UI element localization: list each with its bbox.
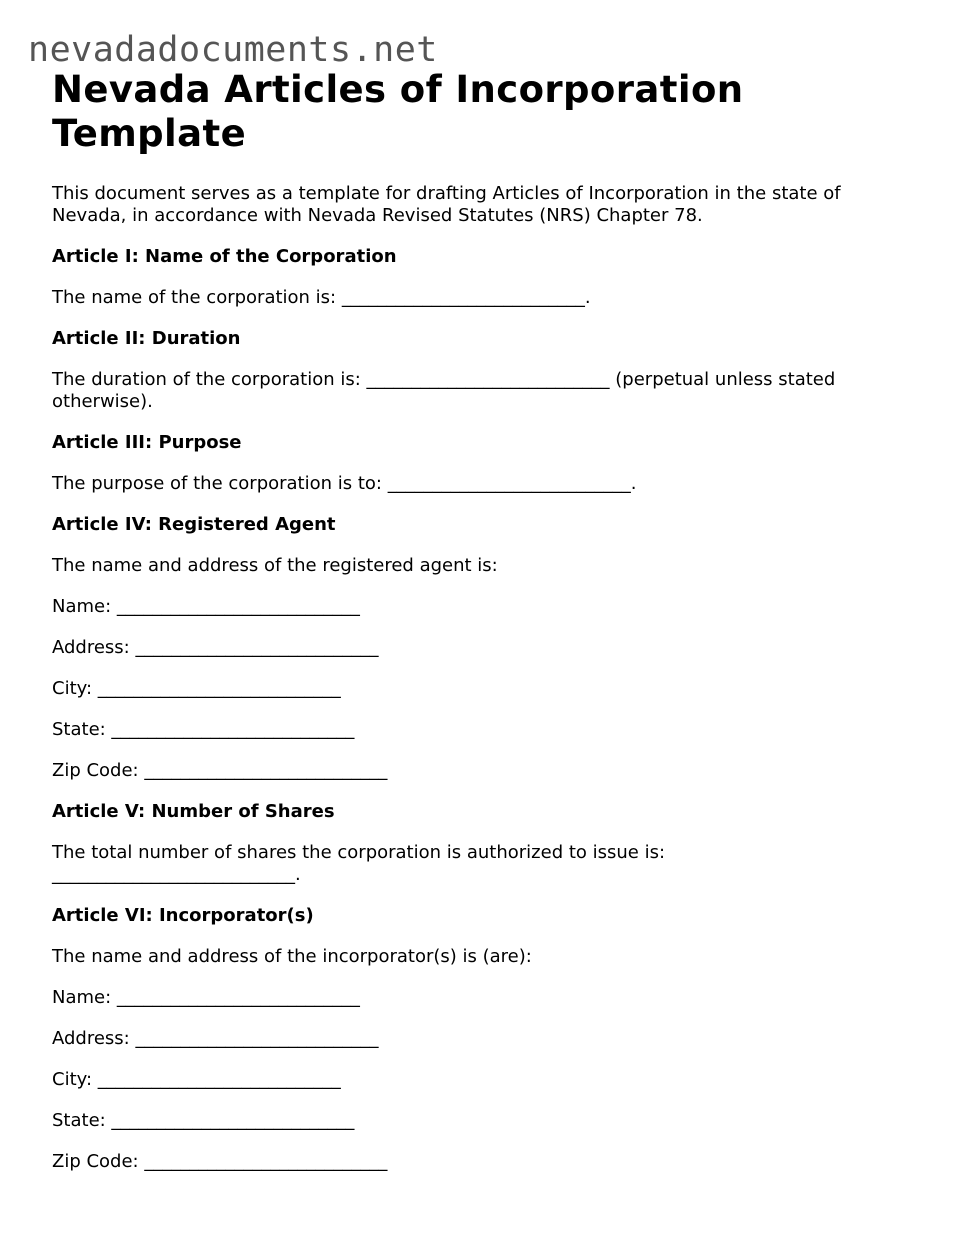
article-3-heading: Article III: Purpose [52, 432, 242, 453]
agent-name-field: Name: ___________________________ [52, 596, 360, 617]
registered-agent-intro: The name and address of the registered agent is: [52, 555, 498, 576]
agent-city-field: City: ___________________________ [52, 678, 341, 699]
watermark-site-name: nevadadocuments.net [28, 30, 438, 70]
incorporator-name-field: Name: ___________________________ [52, 987, 360, 1008]
article-5-heading: Article V: Number of Shares [52, 801, 335, 822]
document-page [52, 68, 902, 1173]
incorporator-city-field: City: ___________________________ [52, 1069, 341, 1090]
article-4-heading: Article IV: Registered Agent [52, 514, 336, 535]
duration-line: The duration of the corporation is: ___________________________ (perpetual unless stated otherwise). [52, 369, 836, 412]
incorporator-intro: The name and address of the incorporator(s) is (are): [52, 946, 532, 967]
article-6-heading: Article VI: Incorporator(s) [52, 905, 314, 926]
article-1-heading: Article I: Name of the Corporation [52, 246, 397, 267]
article-2-heading: Article II: Duration [52, 328, 241, 349]
agent-state-field: State: ___________________________ [52, 719, 355, 740]
agent-zip-field: Zip Code: ___________________________ [52, 760, 388, 781]
incorporator-zip-field: Zip Code: ___________________________ [52, 1151, 388, 1172]
purpose-line: The purpose of the corporation is to: ___________________________. [52, 473, 637, 494]
document-title: Nevada Articles of Incorporation Template [52, 68, 744, 155]
agent-address-field: Address: ___________________________ [52, 637, 379, 658]
shares-line: The total number of shares the corporation is authorized to issue is: ___________________________. [52, 842, 666, 885]
incorporator-address-field: Address: ___________________________ [52, 1028, 379, 1049]
intro-paragraph: This document serves as a template for drafting Articles of Incorporation in the state of Nevada, in accordance with Nevada Revised Statutes (NRS) Chapter 78. [52, 183, 841, 226]
incorporator-state-field: State: ___________________________ [52, 1110, 355, 1131]
corporation-name-line: The name of the corporation is: ___________________________. [52, 287, 591, 308]
